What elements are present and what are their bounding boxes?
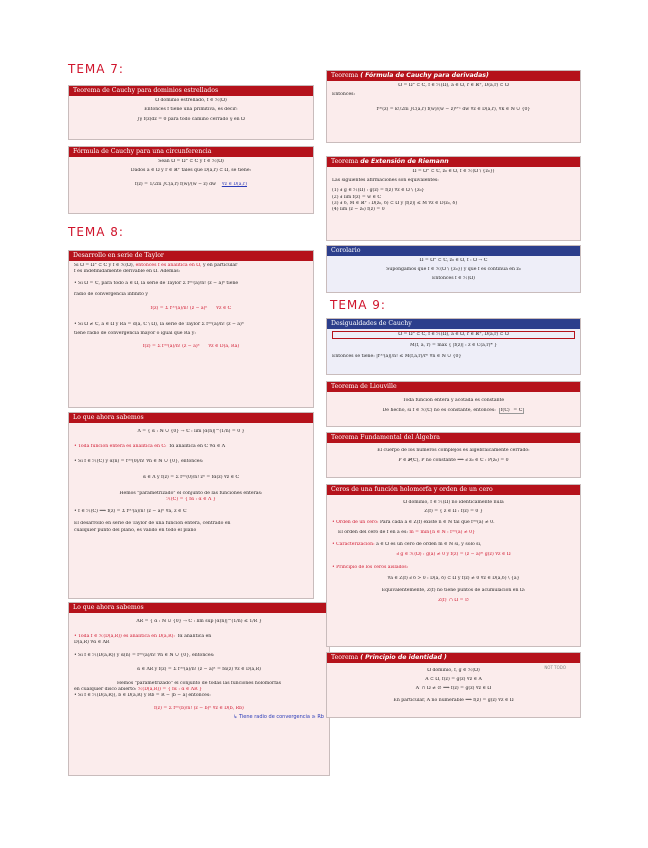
box-line: Supongamos que f ∈ ℋ(Ω \ {z₀}) y que f es continua en z₀ bbox=[386, 267, 521, 273]
tema-8-heading: TEMA 8: bbox=[68, 225, 124, 239]
box-line: • Si f ∈ ℋ(ℂ) y α(n) = f⁽ⁿ⁾(0)/n! ∀n ∈ ℕ ∪ {0}, entonces: bbox=[74, 459, 204, 465]
box-line: Hemos "parametrizado" el conjunto de las funciones enteras: bbox=[119, 490, 263, 496]
formula: α ∈ Λ y f(z) = Σ f⁽ⁿ⁾(0)/n! zⁿ = fα(z) ∀z ∈ ℂ bbox=[142, 474, 240, 480]
handwritten-title: ( Fórmula de Cauchy para derivadas) bbox=[360, 72, 489, 79]
box-line: El desarrollo en serie de Taylor de una función entera, centrado en bbox=[74, 521, 231, 527]
formula: f(z) = Σ f⁽ⁿ⁾(a)/n! (z − a)ⁿ bbox=[150, 305, 208, 311]
box-line: De hecho, si f ∈ ℋ(ℂ) no es constante, entonces: bbox=[382, 408, 496, 414]
formula: Z(f) = { z ∈ Ω : f(z) = 0 } bbox=[424, 509, 483, 515]
formula: Ω = Ω° ⊂ ℂ, f ∈ ℋ(Ω), a ∈ Ω, r ∈ ℝ⁺, D̄(a,r) ⊂ Ω bbox=[332, 331, 575, 339]
formula: Ω = Ω° ⊂ ℂ, f ∈ ℋ(Ω), a ∈ Ω, r ∈ ℝ⁺, D̄(a,r) ⊂ Ω bbox=[398, 83, 509, 88]
box-line: Si Ω = Ω° ⊂ ℂ y f ∈ ℋ(Ω), bbox=[74, 263, 135, 268]
box-line: Ω dominio estrellado, f ∈ ℋ(Ω) bbox=[155, 98, 227, 103]
corollary-box bbox=[326, 245, 581, 293]
cauchy-circle-formula-box bbox=[68, 146, 314, 214]
box-line: D(a,R) ∀α ∈ ΛR bbox=[74, 640, 110, 646]
formula: P ∈ 𝒫(ℂ), P no constante ⟹ ∃ z₀ ∈ ℂ : P(z₀) = 0 bbox=[398, 458, 509, 464]
box-line: Equivalentemente, Z(f) no tiene puntos de acumulación en Ω: bbox=[381, 587, 526, 593]
box-title: Fórmula de Cauchy para una circunferencia bbox=[69, 147, 313, 157]
box-line: (2) ∃ lím f(z) = w ∈ ℂ bbox=[332, 194, 382, 200]
highlight-text: • Principio de los ceros aislados: bbox=[332, 565, 409, 571]
formula: Λ = { α : ℕ ∪ {0} → ℂ : lím |α(n)|^(1/n) = 0 } bbox=[137, 429, 245, 434]
box-line: cualquier punto del plano, es válido en todo el plano bbox=[74, 527, 197, 533]
box-line: Entonces: bbox=[332, 92, 356, 98]
box-line: El cuerpo de los números complejos es algebraicamente cerrado: bbox=[377, 448, 530, 453]
formula-note: ∀z ∈ D(a, Ra) bbox=[208, 344, 240, 350]
entire-functions-summary-box bbox=[68, 412, 314, 599]
formula: ℋ(D(a,R)) = { fα : α ∈ ΛR } bbox=[137, 687, 202, 693]
box-title bbox=[327, 71, 580, 81]
box-title-text: Teorema bbox=[331, 158, 359, 165]
box-title bbox=[327, 653, 580, 663]
formula: f(z) = Σ f⁽ⁿ⁾(a)/n! (z − a)ⁿ bbox=[142, 344, 200, 350]
formula: ΛR = { α : ℕ ∪ {0} → ℂ : lím sup |α(n)|^(1/n) ≤ 1/R } bbox=[136, 619, 262, 624]
box-line: Para cada a ∈ Z(f) existe n ∈ ℕ tal que f⁽ⁿ⁾(a) ≠ 0. bbox=[379, 520, 495, 526]
highlight-text: • Orden de un cero: bbox=[332, 520, 379, 526]
box-title: Teorema de Liouville bbox=[327, 382, 580, 392]
formula: f(ℂ)‾ = ℂ bbox=[500, 408, 523, 414]
handwritten-note: ↳ Tiene radio de convergencia ≥ Rb bbox=[233, 713, 324, 720]
formula: α ∈ ΛR y f(z) = Σ f⁽ⁿ⁾(a)/n! (z − a)ⁿ = fα(z) ∀z ∈ D(a,R) bbox=[137, 666, 261, 672]
formula: m = mín{n ∈ ℕ : f⁽ⁿ⁾(a) ≠ 0} bbox=[409, 529, 476, 535]
formula: A ⊂ Ω, f(z) = g(z) ∀z ∈ A bbox=[425, 677, 482, 683]
handwritten-title: de Extensión de Riemann bbox=[360, 158, 449, 165]
cauchy-inequalities-box bbox=[326, 318, 581, 375]
box-line: Toda función entera y acotada es constante bbox=[402, 398, 505, 403]
formula: Entonces se tiene: |f⁽ⁿ⁾(a)|/n! ≤ M(f,a,r)/rⁿ ∀n ∈ ℕ ∪ {0} bbox=[332, 354, 462, 360]
highlight-text: entonces f es analítica en Ω, bbox=[135, 263, 202, 268]
taylor-series-box bbox=[68, 250, 314, 408]
fundamental-algebra-box bbox=[326, 432, 581, 478]
box-line: Hemos "parametrizado" el conjunto de todas las funciones holomorfas bbox=[116, 681, 282, 687]
formula: ∃ g ∈ ℋ(Ω) : g(a) ≠ 0 y f(z) = (z − a)ᵐ g(z) ∀z ∈ Ω bbox=[396, 552, 511, 558]
formula: f(z) = 1/2πi ∫C(a,r) f(w)/(w − z) dw bbox=[135, 182, 216, 188]
box-line: Ω dominio, f ∈ ℋ(Ω) no idénticamente nula bbox=[403, 500, 504, 505]
box-line: (1) ∃ g ∈ ℋ(Ω) : g(z) = f(z) ∀z ∈ Ω \ {z₀} bbox=[332, 188, 425, 194]
box-line: en cualquier disco abierto: bbox=[74, 687, 137, 693]
formula: Ω = Ω° ⊂ ℂ, z₀ ∈ Ω, f : Ω → ℂ bbox=[419, 258, 488, 263]
highlight-text: • Toda función entera es analítica en ℂ: bbox=[74, 444, 167, 450]
holomorphic-disc-summary-box bbox=[68, 602, 330, 776]
box-line: • Si f ∈ ℋ(D(a,R)), b ∈ D(a,R) y Rb = R − |b − a| entonces: bbox=[74, 693, 211, 699]
cauchy-star-domains-box bbox=[68, 85, 314, 140]
box-line: Entonces f tiene una primitiva, es decir: bbox=[144, 107, 238, 113]
box-line: ∫γ f(z)dz = 0 para todo camino cerrado γ en Ω bbox=[137, 117, 245, 123]
formula-note: ∀z ∈ ℂ bbox=[216, 305, 232, 311]
box-line: fα analítica en bbox=[177, 634, 212, 640]
handwritten-title: ( Principio de identidad ) bbox=[360, 654, 447, 661]
box-line: • f ∈ ℋ(ℂ) ⟹ f(z) = Σ f⁽ⁿ⁾(a)/n! (z − a)ⁿ ∀a, z ∈ ℂ bbox=[74, 509, 187, 515]
box-title: Lo que ahora sabemos bbox=[69, 603, 329, 613]
box-line: f es indefinidamente derivable en Ω. Además: bbox=[74, 269, 181, 275]
handwritten-note: NOT TODO bbox=[544, 665, 566, 670]
box-line: Entonces f ∈ ℋ(Ω) bbox=[432, 276, 475, 282]
formula: A′ ∩ Ω ≠ ∅ ⟹ f(z) = g(z) ∀z ∈ Ω bbox=[415, 686, 492, 692]
formula: f⁽ᵏ⁾(z) = k!/2πi ∫C(a,r) f(w)/(w − z)ᵏ⁺¹ dw ∀z ∈ D(a,r), ∀k ∈ ℕ ∪ {0} bbox=[376, 107, 531, 113]
highlight-text: • Caracterización: bbox=[332, 541, 375, 547]
box-title: Ceros de una función holomorfa y orden de un cero bbox=[327, 485, 580, 495]
box-line: tiene radio de convergencia mayor o igual que Ra y: bbox=[74, 331, 196, 337]
box-line: y en particular bbox=[202, 263, 238, 268]
box-line: El orden del cero de f en a es: bbox=[338, 529, 408, 535]
box-line: Sean Ω = Ω° ⊂ ℂ y f ∈ ℋ(Ω) bbox=[158, 159, 224, 164]
box-line: fα analítica en ℂ ∀α ∈ Λ bbox=[169, 444, 226, 450]
highlight-text: • Toda f ∈ ℋ(D(a,R)) es analítica en D(a,R): bbox=[74, 634, 175, 640]
formula-note: ∀z ∈ D(a,r) bbox=[221, 182, 247, 188]
box-title: Lo que ahora sabemos bbox=[69, 413, 313, 423]
formula: Ω = Ω° ⊂ ℂ, z₀ ∈ Ω, f ∈ ℋ(Ω \ {z₀}) bbox=[412, 169, 495, 174]
box-line: • Si Ω ≠ ℂ, a ∈ Ω y Ra = d(a, ℂ \ Ω), la serie de Taylor Σ f⁽ⁿ⁾(a)/n! (z − a)ⁿ bbox=[74, 322, 244, 328]
box-line: • Si Ω = ℂ, para todo a ∈ Ω, la serie de Taylor Σ f⁽ⁿ⁾(a)/n! (z − a)ⁿ tiene bbox=[74, 281, 239, 287]
box-title: Desarrollo en serie de Taylor bbox=[69, 251, 313, 261]
formula: f(z) = Σ f⁽ⁿ⁾(b)/n! (z − b)ⁿ ∀z ∈ D(b, Rb) bbox=[154, 705, 244, 711]
zeros-holomorphic-box bbox=[326, 484, 581, 647]
formula: Ω dominio, f, g ∈ ℋ(Ω) bbox=[427, 668, 480, 673]
box-title bbox=[327, 157, 580, 167]
identity-principle-box bbox=[326, 652, 581, 718]
formula: ℋ(ℂ) = { fα : α ∈ Λ } bbox=[166, 497, 216, 503]
liouville-box bbox=[326, 381, 581, 427]
box-line: Dados a ∈ Ω y r ∈ ℝ⁺ tales que D̄(a,r) ⊂ Ω, se tiene: bbox=[130, 168, 252, 174]
box-line: radio de convergencia infinito y bbox=[74, 291, 148, 297]
box-line: En particular, A no numerable ⟹ f(z) = g(z) ∀z ∈ Ω bbox=[393, 697, 514, 703]
formula: ∀a ∈ Z(f) ∃ δ > 0 : D(a, δ) ⊂ Ω y f(z) ≠ 0 ∀z ∈ D(a,δ) \ {a} bbox=[387, 576, 520, 582]
box-line: Las siguientes afirmaciones son equivalentes: bbox=[332, 178, 439, 184]
box-line: (3) ∃ δ, M ∈ ℝ⁺ : D(z₀, δ) ⊂ Ω y |f(z)| ≤ M ∀z ∈ D(z₀, δ) bbox=[332, 200, 458, 206]
box-line: a ∈ Ω es un cero de orden m ∈ ℕ si, y sólo si, bbox=[376, 541, 482, 547]
cauchy-derivatives-box bbox=[326, 70, 581, 143]
box-title-text: Teorema bbox=[331, 72, 359, 79]
formula: M(f, a, r) = máx { |f(z)| : z ∈ C(a,r)* } bbox=[409, 343, 498, 349]
box-title: Teorema de Cauchy para dominios estrellados bbox=[69, 86, 313, 96]
box-line: (4) lím (z − z₀) f(z) = 0 bbox=[332, 207, 385, 213]
box-title: Teorema Fundamental del Álgebra bbox=[327, 433, 580, 443]
formula: Z(f)′ ∩ Ω = ∅ bbox=[438, 597, 469, 603]
box-title: Corolario bbox=[327, 246, 580, 256]
box-title-text: Teorema bbox=[331, 654, 359, 661]
tema-9-heading: TEMA 9: bbox=[330, 298, 386, 312]
tema-7-heading: TEMA 7: bbox=[68, 62, 124, 76]
box-title: Desigualdades de Cauchy bbox=[327, 319, 580, 329]
box-line: • Si f ∈ ℋ(D(a,R)) y α(n) = f⁽ⁿ⁾(a)/n! ∀n ∈ ℕ ∪ {0}, entonces: bbox=[74, 652, 215, 658]
riemann-extension-box bbox=[326, 156, 581, 241]
